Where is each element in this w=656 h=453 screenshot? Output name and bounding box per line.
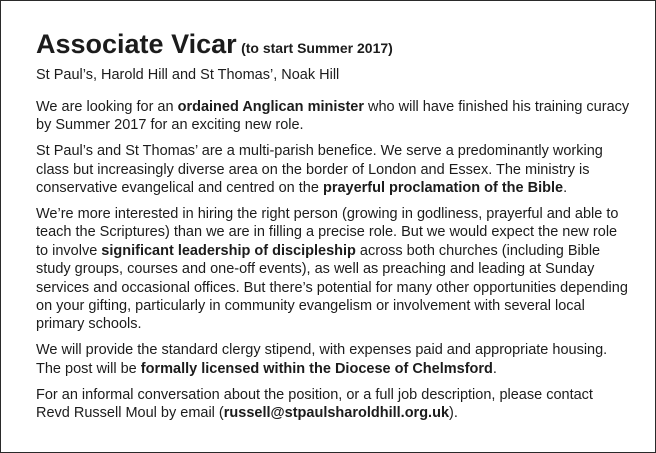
p2-line3a: conservative evangelical and centred on the — [36, 180, 323, 197]
p3-line5: services and occasional offices. But there’s potential for many other opportunities depending — [36, 279, 628, 296]
p3-line3c: across both churches (including Bible — [355, 242, 601, 259]
p2-line3c: . — [563, 180, 568, 197]
p2-line1: St Paul’s and St Thomas’ are a multi-parish benefice. We serve a predominantly working — [36, 143, 603, 160]
contact-email: russell@stpaulsharoldhill.org.uk — [223, 405, 450, 422]
p3-line2: teach the Scriptures) than we are in filling a precise role. But we would expect the new role — [36, 224, 618, 241]
licensing-highlight: formally licensed within the Diocese of Chelmsford — [140, 360, 493, 377]
title-row — [36, 27, 635, 66]
p4-line2a: The post will be — [36, 360, 141, 377]
p5-line2a: Revd Russell Moul by email ( — [36, 405, 224, 422]
p5-line1: For an informal conversation about the position, or a full job description, please contact — [36, 386, 593, 403]
p1-line1a: We are looking for an — [36, 99, 178, 115]
role-paragraph — [36, 205, 635, 334]
intro-paragraph — [36, 98, 635, 135]
p3-line4: study groups, courses and one-off events), as well as preaching and leading at Sunday — [36, 261, 595, 278]
ordained-minister-highlight: ordained Anglican minister — [177, 99, 364, 115]
p5-line2c: ). — [449, 405, 458, 422]
stipend-paragraph — [36, 341, 635, 378]
p1-line2: by Summer 2017 for an exciting new role. — [36, 117, 304, 134]
p4-line1: We will provide the standard clergy stipend, with expenses paid and appropriate housing. — [36, 342, 608, 359]
p1-line1c: who will have finished his training curacy — [363, 99, 630, 115]
p3-line7: primary schools. — [36, 316, 142, 333]
p3-line6: on your gifting, particularly in community evangelism or involvement with several local — [36, 298, 585, 315]
discipleship-highlight: significant leadership of discipleship — [101, 242, 356, 259]
contact-paragraph — [36, 386, 635, 423]
parish-names: St Paul’s, Harold Hill and St Thomas’, Noak Hill — [36, 67, 340, 83]
benefice-paragraph — [36, 142, 635, 197]
job-title: Associate Vicar — [36, 29, 237, 59]
proclamation-highlight: prayerful proclamation of the Bible — [322, 180, 564, 197]
p2-line2: class but increasingly diverse area on the border of London and Essex. The ministry is — [36, 161, 590, 178]
start-date-note: (to start Summer 2017) — [241, 40, 393, 56]
p4-line2c: . — [492, 360, 497, 377]
p3-line3a: to involve — [36, 242, 102, 259]
p3-line1: We’re more interested in hiring the right person (growing in godliness, prayerful and able to — [36, 206, 619, 223]
